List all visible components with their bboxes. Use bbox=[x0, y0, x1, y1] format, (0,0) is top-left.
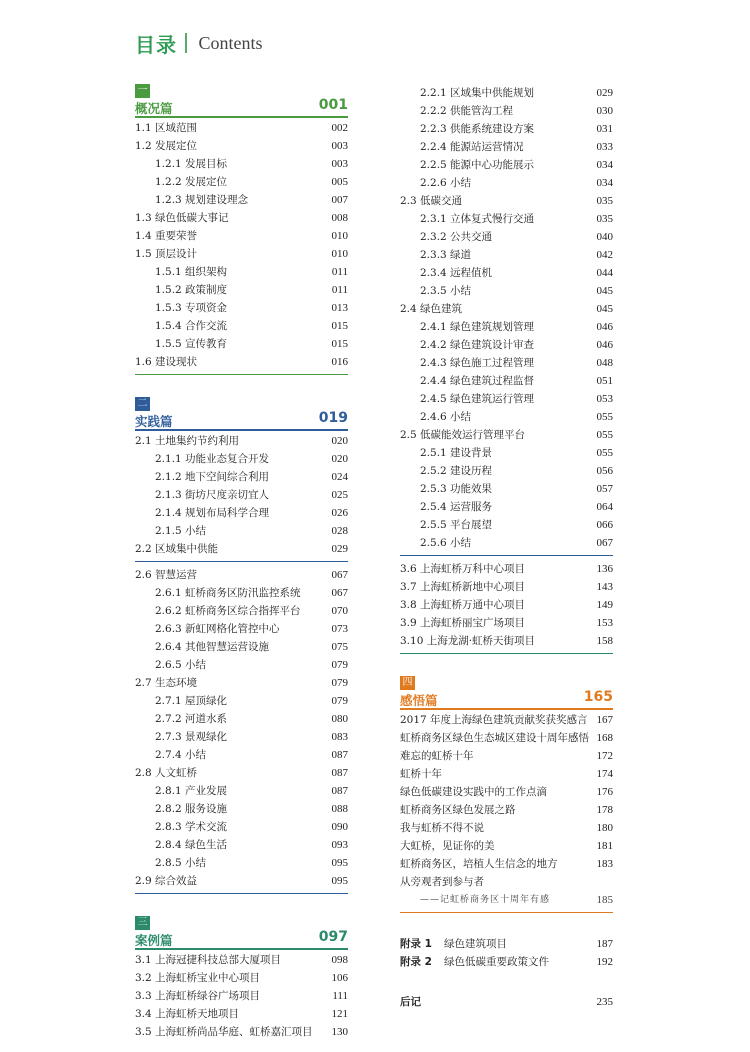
toc-entry-title: 虹桥商务区绿色生态城区建设十周年感悟 bbox=[400, 732, 589, 744]
toc-entry-page: 111 bbox=[332, 990, 348, 1002]
section-page: 097 bbox=[318, 929, 348, 945]
toc-entry[interactable] bbox=[400, 300, 613, 318]
toc-entry[interactable] bbox=[400, 354, 613, 372]
toc-entry[interactable] bbox=[400, 729, 613, 747]
toc-entry-title: 2.3.4 远程值机 bbox=[420, 267, 493, 279]
toc-left-column bbox=[135, 84, 348, 1041]
toc-right-column bbox=[400, 84, 613, 1011]
appendix-label: 附录 2 bbox=[400, 956, 432, 968]
toc-entry-page: 087 bbox=[331, 767, 348, 779]
toc-entry[interactable] bbox=[135, 1023, 348, 1041]
toc-entry-title: 2017 年度上海绿色建筑贡献奖获奖感言 bbox=[400, 714, 588, 726]
toc-entry-page: 051 bbox=[596, 375, 613, 387]
toc-entry[interactable] bbox=[135, 638, 348, 656]
appendix-entry[interactable] bbox=[400, 935, 613, 953]
toc-entry[interactable] bbox=[400, 534, 613, 552]
toc-entry[interactable] bbox=[135, 800, 348, 818]
toc-entry-page: 181 bbox=[596, 840, 613, 852]
toc-entry-title: 2.6.4 其他智慧运营设施 bbox=[155, 641, 270, 653]
toc-entry-title: 2.3.2 公共交通 bbox=[420, 231, 493, 243]
toc-entry-page: 143 bbox=[596, 581, 613, 593]
afterword-label: 后记 bbox=[400, 996, 421, 1008]
toc-entry[interactable] bbox=[400, 210, 613, 228]
toc-entry-page: 057 bbox=[596, 483, 613, 495]
section-page: 019 bbox=[318, 410, 348, 426]
toc-entry-title: 1.2.2 发展定位 bbox=[155, 176, 228, 188]
toc-entry-title: 1.2.1 发展目标 bbox=[155, 158, 228, 170]
toc-entry-page: 093 bbox=[331, 839, 348, 851]
toc-entry[interactable] bbox=[400, 120, 613, 138]
toc-entry-page: 095 bbox=[331, 857, 348, 869]
toc-entry-page: 055 bbox=[596, 411, 613, 423]
toc-entry-page: 121 bbox=[331, 1008, 348, 1020]
toc-entry-title: 2.5 低碳能效运行管理平台 bbox=[400, 429, 526, 441]
toc-entry-title: 2.1.2 地下空间综合利用 bbox=[155, 471, 270, 483]
toc-entry-page: 002 bbox=[331, 122, 348, 134]
toc-entry-subtitle[interactable] bbox=[400, 891, 613, 909]
toc-entry-page: 048 bbox=[596, 357, 613, 369]
toc-entry[interactable] bbox=[400, 578, 613, 596]
toc-entry-page: 028 bbox=[331, 525, 348, 537]
section-header bbox=[135, 397, 348, 430]
toc-entry-page: 168 bbox=[596, 732, 613, 744]
toc-entry[interactable] bbox=[135, 353, 348, 371]
toc-entry-title: 2.8.4 绿色生活 bbox=[155, 839, 228, 851]
toc-entry[interactable] bbox=[135, 782, 348, 800]
toc-entry-page: 073 bbox=[331, 623, 348, 635]
toc-entry-title: 3.8 上海虹桥万通中心项目 bbox=[400, 599, 526, 611]
toc-entry[interactable] bbox=[135, 137, 348, 155]
toc-entry[interactable] bbox=[400, 372, 613, 390]
toc-entry-page: 079 bbox=[331, 659, 348, 671]
toc-entry-page: 070 bbox=[331, 605, 348, 617]
toc-entry-title: 2.7.4 小结 bbox=[155, 749, 207, 761]
toc-entry[interactable] bbox=[400, 174, 613, 192]
toc-entry-title: 大虹桥，见证你的美 bbox=[400, 840, 495, 852]
section-rule bbox=[135, 948, 348, 950]
toc-entry-page: 098 bbox=[331, 954, 348, 966]
section-number-box: 一 bbox=[135, 84, 150, 98]
toc-entry[interactable] bbox=[400, 801, 613, 819]
toc-entry-title: 虹桥商务区绿色发展之路 bbox=[400, 804, 516, 816]
title-divider bbox=[185, 33, 187, 53]
toc-entry-page: 106 bbox=[331, 972, 348, 984]
toc-entry-title: 1.5.5 宣传教育 bbox=[155, 338, 228, 350]
toc-entry-page: 011 bbox=[331, 266, 348, 278]
toc-entry[interactable] bbox=[135, 836, 348, 854]
toc-entry[interactable] bbox=[400, 246, 613, 264]
toc-entry-page: 067 bbox=[596, 537, 613, 549]
toc-entry[interactable] bbox=[400, 596, 613, 614]
toc-entry[interactable] bbox=[400, 336, 613, 354]
toc-entry-title: 2.1 土地集约节约利用 bbox=[135, 435, 240, 447]
toc-entry-page: 083 bbox=[331, 731, 348, 743]
toc-entry[interactable] bbox=[400, 498, 613, 516]
toc-entry-page: 183 bbox=[596, 858, 613, 870]
toc-entry[interactable] bbox=[400, 765, 613, 783]
toc-entry-page: 055 bbox=[596, 447, 613, 459]
spacer bbox=[135, 894, 348, 916]
toc-entry[interactable] bbox=[400, 873, 613, 891]
toc-entry[interactable] bbox=[135, 584, 348, 602]
toc-entry[interactable] bbox=[135, 317, 348, 335]
section-title: 感悟篇 bbox=[400, 693, 438, 708]
toc-entry-title: 2.1.4 规划布局科学合理 bbox=[155, 507, 270, 519]
toc-entry-title: 3.1 上海冠捷科技总部大厦项目 bbox=[135, 954, 282, 966]
toc-entry-page: 056 bbox=[596, 465, 613, 477]
toc-entry-page: 167 bbox=[596, 714, 613, 726]
toc-entry-title: 从旁观者到参与者 bbox=[400, 876, 484, 888]
section-page: 165 bbox=[583, 689, 613, 705]
toc-entry-title: 2.7.3 景观绿化 bbox=[155, 731, 228, 743]
toc-entry[interactable] bbox=[135, 987, 348, 1005]
toc-entry-page: 010 bbox=[331, 230, 348, 242]
toc-entry[interactable] bbox=[135, 818, 348, 836]
toc-entry[interactable] bbox=[135, 119, 348, 137]
toc-entry-title: 2.5.5 平台展望 bbox=[420, 519, 493, 531]
toc-entry-page: 066 bbox=[596, 519, 613, 531]
toc-entry-title: 2.4.2 绿色建筑设计审查 bbox=[420, 339, 535, 351]
toc-entry-title: 2.3.5 小结 bbox=[420, 285, 472, 297]
toc-entry-title: 虹桥商务区，培植人生信念的地方 bbox=[400, 858, 558, 870]
toc-entry-page: 064 bbox=[596, 501, 613, 513]
toc-entry-page: 136 bbox=[596, 563, 613, 575]
toc-entry-title: 3.9 上海虹桥丽宝广场项目 bbox=[400, 617, 526, 629]
toc-entry-page: 020 bbox=[331, 453, 348, 465]
toc-entry-page: 079 bbox=[331, 695, 348, 707]
toc-entry-page: 030 bbox=[596, 105, 613, 117]
toc-entry[interactable] bbox=[135, 263, 348, 281]
toc-entry-page: 055 bbox=[596, 429, 613, 441]
toc-entry[interactable] bbox=[400, 783, 613, 801]
toc-entry[interactable] bbox=[400, 614, 613, 632]
toc-entry[interactable] bbox=[400, 444, 613, 462]
toc-entry-title: 2.4.6 小结 bbox=[420, 411, 472, 423]
toc-entry-page: 045 bbox=[596, 285, 613, 297]
toc-entry-page: 172 bbox=[596, 750, 613, 762]
toc-entry-title: 3.10 上海龙湖·虹桥天街项目 bbox=[400, 635, 536, 647]
toc-entry-page: 034 bbox=[596, 159, 613, 171]
toc-entry-page: 016 bbox=[331, 356, 348, 368]
toc-entry-title: 3.7 上海虹桥新地中心项目 bbox=[400, 581, 526, 593]
toc-entry[interactable] bbox=[400, 408, 613, 426]
toc-entry[interactable] bbox=[400, 318, 613, 336]
toc-entry[interactable] bbox=[135, 504, 348, 522]
toc-entry-title: 2.2.2 供能管沟工程 bbox=[420, 105, 514, 117]
toc-entry[interactable] bbox=[400, 462, 613, 480]
toc-entry[interactable] bbox=[135, 1005, 348, 1023]
toc-entry-page: 174 bbox=[596, 768, 613, 780]
spacer bbox=[400, 654, 613, 676]
section-number-box: 四 bbox=[400, 676, 415, 690]
toc-entry-title: 2.3.1 立体复式慢行交通 bbox=[420, 213, 535, 225]
toc-entry-title: 2.6 智慧运营 bbox=[135, 569, 198, 581]
section-number-box: 二 bbox=[135, 397, 150, 411]
toc-entry-page: 008 bbox=[331, 212, 348, 224]
toc-entry-page: 079 bbox=[331, 677, 348, 689]
toc-entry-title: 3.4 上海虹桥天地项目 bbox=[135, 1008, 240, 1020]
toc-entry[interactable] bbox=[135, 191, 348, 209]
toc-entry-title: 1.4 重要荣誉 bbox=[135, 230, 198, 242]
toc-entry-title: 2.6.1 虹桥商务区防汛监控系统 bbox=[155, 587, 301, 599]
toc-entry[interactable] bbox=[400, 632, 613, 650]
toc-entry-page: 235 bbox=[596, 996, 613, 1008]
appendix-title: 绿色建筑项目 bbox=[444, 938, 507, 950]
toc-entry-title: 2.2.1 区域集中供能规划 bbox=[420, 87, 535, 99]
toc-entry-page: 046 bbox=[596, 339, 613, 351]
toc-entry-title: 2.1.1 功能业态复合开发 bbox=[155, 453, 270, 465]
toc-entry[interactable] bbox=[135, 764, 348, 782]
toc-entry[interactable] bbox=[135, 674, 348, 692]
toc-entry-title: ——记虹桥商务区十周年有感 bbox=[420, 895, 551, 905]
toc-entry-page: 045 bbox=[596, 303, 613, 315]
toc-entry-title: 2.1.5 小结 bbox=[155, 525, 207, 537]
toc-entry-page: 035 bbox=[596, 195, 613, 207]
toc-entry[interactable] bbox=[135, 620, 348, 638]
toc-entry-page: 013 bbox=[331, 302, 348, 314]
toc-entry[interactable] bbox=[135, 854, 348, 872]
toc-entry[interactable] bbox=[400, 228, 613, 246]
toc-entry-page: 095 bbox=[331, 875, 348, 887]
toc-entry-title: 1.1 区域范围 bbox=[135, 122, 198, 134]
toc-entry-title: 2.4.5 绿色建筑运行管理 bbox=[420, 393, 535, 405]
section-rule bbox=[135, 116, 348, 118]
title-en: Contents bbox=[198, 32, 263, 53]
toc-entry[interactable] bbox=[400, 192, 613, 210]
toc-entry-title: 2.2.6 小结 bbox=[420, 177, 472, 189]
toc-entry-title: 2.8.1 产业发展 bbox=[155, 785, 228, 797]
page-header bbox=[135, 30, 263, 56]
toc-entry[interactable] bbox=[135, 486, 348, 504]
toc-entry-page: 192 bbox=[596, 956, 613, 968]
toc-entry[interactable] bbox=[400, 855, 613, 873]
section-header bbox=[135, 84, 348, 117]
appendix-label: 附录 1 bbox=[400, 938, 432, 950]
appendix-entry[interactable] bbox=[400, 953, 613, 971]
toc-entry-page: 187 bbox=[596, 938, 613, 950]
toc-entry-title: 2.6.5 小结 bbox=[155, 659, 207, 671]
toc-entry[interactable] bbox=[135, 299, 348, 317]
toc-entry-title: 2.8.3 学术交流 bbox=[155, 821, 228, 833]
toc-entry[interactable] bbox=[135, 746, 348, 764]
toc-entry[interactable] bbox=[400, 516, 613, 534]
toc-entry-title: 1.5 顶层设计 bbox=[135, 248, 198, 260]
toc-entry[interactable] bbox=[135, 710, 348, 728]
toc-entry-page: 025 bbox=[331, 489, 348, 501]
toc-entry-page: 031 bbox=[596, 123, 613, 135]
toc-entry-title: 绿色低碳建设实践中的工作点滴 bbox=[400, 786, 547, 798]
toc-entry-page: 153 bbox=[596, 617, 613, 629]
toc-entry-page: 185 bbox=[596, 894, 613, 906]
toc-entry-page: 010 bbox=[331, 248, 348, 260]
toc-entry[interactable] bbox=[135, 602, 348, 620]
toc-entry-title: 1.5.3 专项资金 bbox=[155, 302, 228, 314]
toc-entry-title: 2.5.3 功能效果 bbox=[420, 483, 493, 495]
toc-entry-page: 003 bbox=[331, 140, 348, 152]
toc-entry[interactable] bbox=[135, 566, 348, 584]
toc-entry[interactable] bbox=[135, 522, 348, 540]
spacer bbox=[400, 971, 613, 993]
toc-entry-title: 2.5.6 小结 bbox=[420, 537, 472, 549]
toc-entry-title: 2.5.4 运营服务 bbox=[420, 501, 493, 513]
toc-entry-page: 075 bbox=[331, 641, 348, 653]
toc-entry-title: 2.2.4 能源站运营情况 bbox=[420, 141, 524, 153]
toc-entry-title: 难忘的虹桥十年 bbox=[400, 750, 474, 762]
toc-entry-page: 015 bbox=[331, 338, 348, 350]
toc-entry[interactable] bbox=[400, 711, 613, 729]
toc-entry-title: 2.5.1 建设背景 bbox=[420, 447, 493, 459]
toc-entry-page: 015 bbox=[331, 320, 348, 332]
section-rule bbox=[400, 708, 613, 710]
toc-entry-page: 026 bbox=[331, 507, 348, 519]
toc-entry[interactable] bbox=[135, 245, 348, 263]
section-page: 001 bbox=[318, 97, 348, 113]
toc-entry-page: 088 bbox=[331, 803, 348, 815]
toc-entry-title: 3.3 上海虹桥绿谷广场项目 bbox=[135, 990, 261, 1002]
title-cn: 目录 bbox=[135, 32, 177, 57]
toc-entry-title: 3.2 上海虹桥宝业中心项目 bbox=[135, 972, 261, 984]
toc-entry-page: 149 bbox=[596, 599, 613, 611]
appendix-title: 绿色低碳重要政策文件 bbox=[444, 956, 549, 968]
toc-entry[interactable] bbox=[135, 432, 348, 450]
toc-entry[interactable] bbox=[135, 692, 348, 710]
toc-entry-title: 2.8.2 服务设施 bbox=[155, 803, 228, 815]
section-header bbox=[135, 916, 348, 949]
toc-entry-page: 035 bbox=[596, 213, 613, 225]
toc-entry-title: 2.4.3 绿色施工过程管理 bbox=[420, 357, 535, 369]
toc-entry-title: 虹桥十年 bbox=[400, 768, 442, 780]
toc-entry-page: 007 bbox=[331, 194, 348, 206]
toc-entry[interactable] bbox=[400, 84, 613, 102]
toc-entry[interactable] bbox=[135, 540, 348, 558]
toc-entry-page: 080 bbox=[331, 713, 348, 725]
toc-entry[interactable] bbox=[135, 450, 348, 468]
section-rule bbox=[135, 429, 348, 431]
toc-entry[interactable] bbox=[400, 819, 613, 837]
toc-entry[interactable] bbox=[135, 872, 348, 890]
toc-entry-title: 2.7.1 屋顶绿化 bbox=[155, 695, 228, 707]
toc-entry-title: 1.5.1 组织架构 bbox=[155, 266, 228, 278]
toc-entry[interactable] bbox=[400, 390, 613, 408]
toc-entry[interactable] bbox=[400, 426, 613, 444]
toc-entry-page: 087 bbox=[331, 749, 348, 761]
toc-entry-page: 011 bbox=[331, 284, 348, 296]
toc-entry-page: 158 bbox=[596, 635, 613, 647]
toc-entry-title: 2.8.5 小结 bbox=[155, 857, 207, 869]
toc-entry-page: 067 bbox=[331, 587, 348, 599]
toc-entry-title: 2.6.2 虹桥商务区综合指挥平台 bbox=[155, 605, 301, 617]
toc-entry-title: 2.6.3 新虹网格化管控中心 bbox=[155, 623, 280, 635]
toc-entry-title: 1.2 发展定位 bbox=[135, 140, 198, 152]
toc-entry-title: 2.8 人文虹桥 bbox=[135, 767, 198, 779]
toc-entry-title: 2.1.3 街坊尺度亲切宜人 bbox=[155, 489, 270, 501]
section-header bbox=[400, 676, 613, 709]
toc-entry[interactable] bbox=[135, 951, 348, 969]
toc-entry-page: 029 bbox=[331, 543, 348, 555]
toc-entry[interactable] bbox=[135, 656, 348, 674]
toc-entry-title: 2.3 低碳交通 bbox=[400, 195, 463, 207]
toc-entry-title: 2.2.5 能源中心功能展示 bbox=[420, 159, 535, 171]
toc-entry-title: 2.5.2 建设历程 bbox=[420, 465, 493, 477]
toc-entry[interactable] bbox=[400, 747, 613, 765]
toc-entry[interactable] bbox=[135, 209, 348, 227]
toc-entry-title: 1.2.3 规划建设理念 bbox=[155, 194, 249, 206]
toc-entry-page: 003 bbox=[331, 158, 348, 170]
toc-entry-page: 180 bbox=[596, 822, 613, 834]
toc-entry[interactable] bbox=[400, 560, 613, 578]
toc-entry-title: 2.7.2 河道水系 bbox=[155, 713, 228, 725]
toc-entry-page: 053 bbox=[596, 393, 613, 405]
toc-entry[interactable] bbox=[135, 173, 348, 191]
toc-entry-page: 178 bbox=[596, 804, 613, 816]
toc-entry-page: 020 bbox=[331, 435, 348, 447]
toc-entry[interactable] bbox=[400, 480, 613, 498]
toc-entry-page: 044 bbox=[596, 267, 613, 279]
toc-entry-page: 033 bbox=[596, 141, 613, 153]
toc-entry-page: 046 bbox=[596, 321, 613, 333]
toc-entry-page: 024 bbox=[331, 471, 348, 483]
toc-entry-title: 2.2 区域集中供能 bbox=[135, 543, 219, 555]
toc-entry-title: 1.5.4 合作交流 bbox=[155, 320, 228, 332]
toc-entry[interactable] bbox=[135, 227, 348, 245]
toc-entry-title: 我与虹桥不得不说 bbox=[400, 822, 484, 834]
toc-entry-page: 067 bbox=[331, 569, 348, 581]
spacer bbox=[135, 375, 348, 397]
toc-entry-title: 2.4.4 绿色建筑过程监督 bbox=[420, 375, 535, 387]
toc-entry-title: 2.4 绿色建筑 bbox=[400, 303, 463, 315]
toc-entry[interactable] bbox=[135, 969, 348, 987]
toc-entry-title: 2.9 综合效益 bbox=[135, 875, 198, 887]
toc-entry-title: 2.2.3 供能系统建设方案 bbox=[420, 123, 535, 135]
toc-entry-page: 087 bbox=[331, 785, 348, 797]
toc-entry-title: 1.5.2 政策制度 bbox=[155, 284, 228, 296]
toc-entry-title: 1.6 建设现状 bbox=[135, 356, 198, 368]
toc-entry[interactable] bbox=[400, 156, 613, 174]
toc-entry[interactable] bbox=[135, 281, 348, 299]
toc-entry-page: 040 bbox=[596, 231, 613, 243]
toc-entry-title: 3.5 上海虹桥尚品华庭、虹桥嘉汇项目 bbox=[135, 1026, 313, 1038]
toc-entry[interactable] bbox=[135, 728, 348, 746]
section-title: 案例篇 bbox=[135, 933, 173, 948]
section-number-box: 三 bbox=[135, 916, 150, 930]
section-title: 概况篇 bbox=[135, 101, 173, 116]
toc-entry-page: 090 bbox=[331, 821, 348, 833]
toc-entry-title: 2.4.1 绿色建筑规划管理 bbox=[420, 321, 535, 333]
section-title: 实践篇 bbox=[135, 414, 173, 429]
spacer bbox=[400, 913, 613, 935]
toc-entry[interactable] bbox=[135, 468, 348, 486]
toc-entry[interactable] bbox=[135, 335, 348, 353]
toc-entry-page: 034 bbox=[596, 177, 613, 189]
toc-entry[interactable] bbox=[400, 282, 613, 300]
toc-entry[interactable] bbox=[400, 138, 613, 156]
toc-entry-title: 3.6 上海虹桥万科中心项目 bbox=[400, 563, 526, 575]
toc-entry-title: 2.7 生态环境 bbox=[135, 677, 198, 689]
toc-entry-page: 130 bbox=[331, 1026, 348, 1038]
toc-entry-page: 029 bbox=[596, 87, 613, 99]
toc-entry-page: 042 bbox=[596, 249, 613, 261]
toc-entry-page: 176 bbox=[596, 786, 613, 798]
toc-entry[interactable] bbox=[135, 155, 348, 173]
toc-entry[interactable] bbox=[400, 102, 613, 120]
toc-entry-title: 2.3.3 绿道 bbox=[420, 249, 472, 261]
afterword-entry[interactable] bbox=[400, 993, 613, 1011]
toc-entry[interactable] bbox=[400, 264, 613, 282]
toc-entry-title: 1.3 绿色低碳大事记 bbox=[135, 212, 229, 224]
toc-entry-page: 005 bbox=[331, 176, 348, 188]
toc-entry[interactable] bbox=[400, 837, 613, 855]
